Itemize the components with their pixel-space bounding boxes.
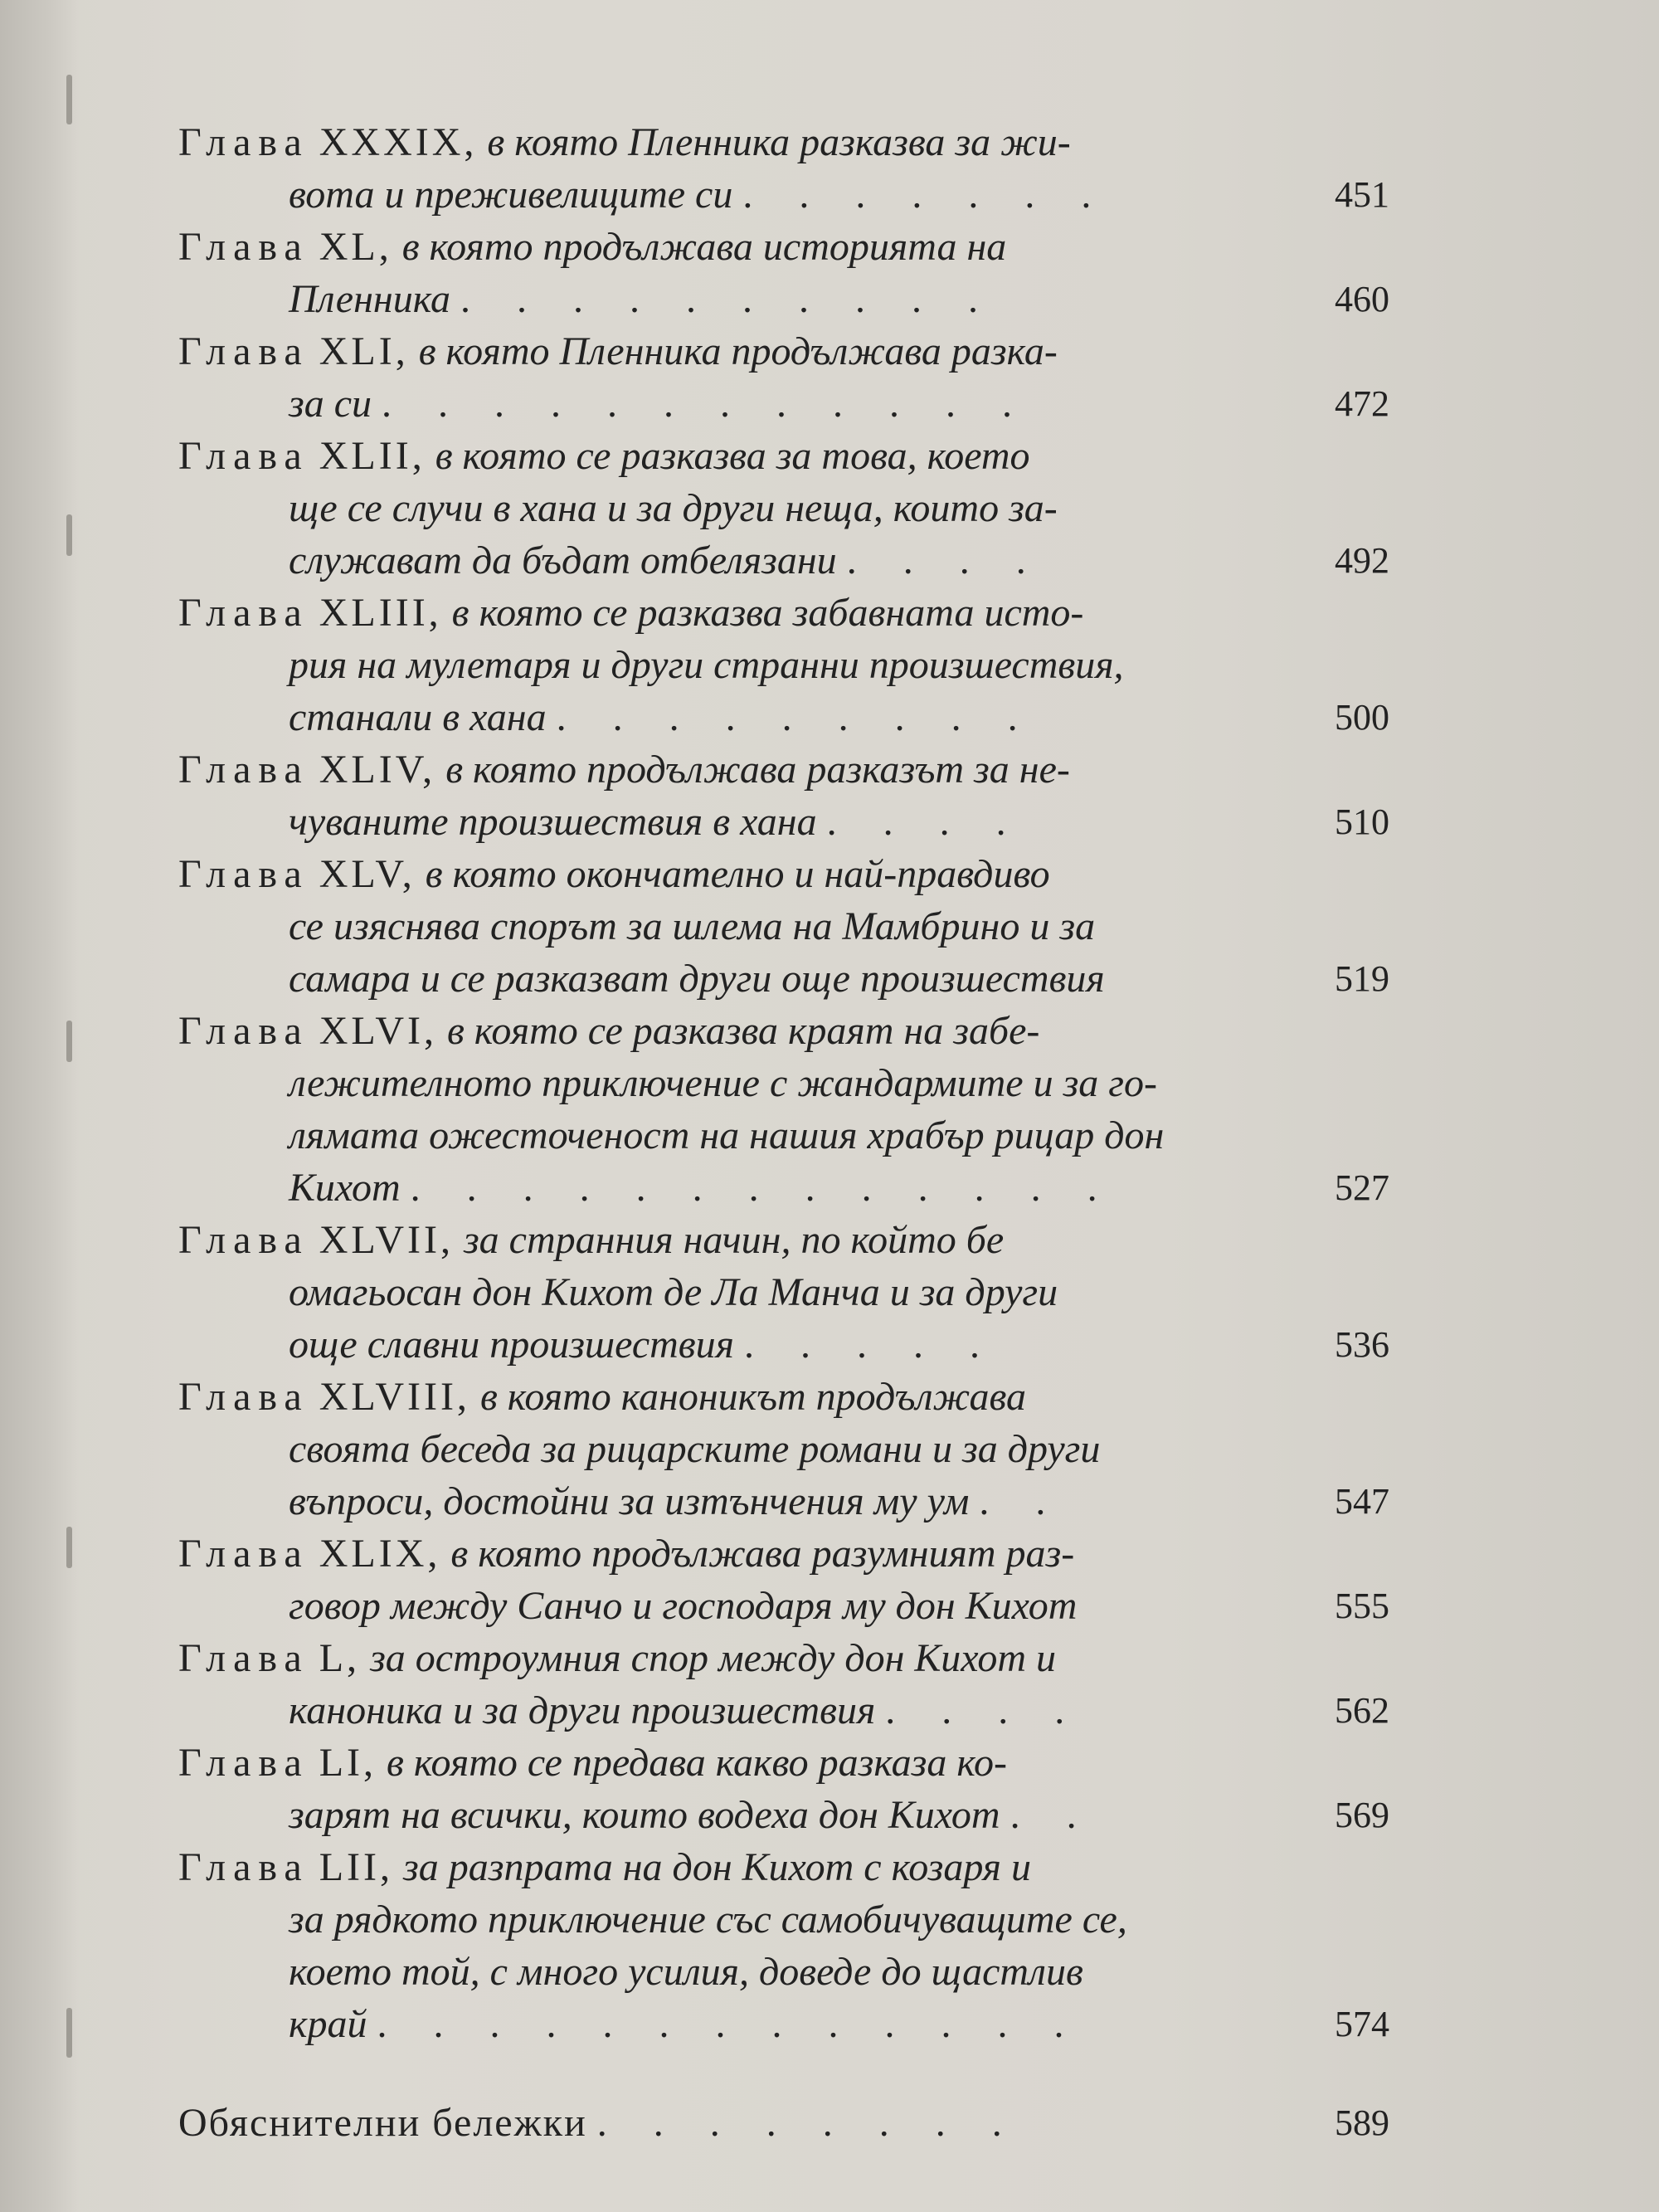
chapter-title-text: в която каноникът продължава [479, 1375, 1027, 1419]
toc-entry-line [178, 1527, 1273, 1580]
chapter-title-text: служават да бъдат отбелязани [289, 538, 837, 582]
binding-stitch [66, 75, 72, 124]
chapter-title-text: ще се случи в хана и за други неща, които за- [289, 486, 1058, 530]
toc-entry-line [178, 1998, 1273, 2050]
page-number: 527 [1335, 1167, 1389, 1208]
toc-entry-line [178, 691, 1273, 743]
chapter-title-text: Кихот [289, 1166, 401, 1210]
toc-entry-line [178, 1266, 1273, 1318]
toc-entry [178, 848, 1389, 1005]
page-number: 547 [1335, 1481, 1389, 1522]
leader-dots: . . . . . . . . . . . . [382, 382, 1031, 426]
toc-entry [178, 430, 1389, 587]
chapter-title-text: още славни произшествия [289, 1323, 734, 1367]
toc-entry-line [178, 1893, 1273, 1946]
toc-entry-line [178, 1318, 1273, 1371]
chapter-prefix: Глава [178, 225, 309, 269]
toc-entry [178, 1737, 1389, 1841]
toc-entry-line [178, 116, 1273, 168]
toc-entry-line [178, 2097, 1273, 2149]
chapter-numeral: LII, [319, 1845, 394, 1889]
chapter-title-text: се изяснява спорът за шлема на Мамбрино и за [289, 904, 1096, 948]
toc-entry-line [178, 534, 1273, 587]
notes-label: Обяснителни бележки [178, 2101, 587, 2145]
chapter-title-text: в която продължава разумният раз- [450, 1532, 1075, 1576]
chapter-numeral: XLIX, [319, 1532, 441, 1576]
chapter-prefix: Глава [178, 1845, 309, 1889]
chapter-title-text: Пленника [289, 277, 450, 321]
toc-entry-line [178, 1789, 1273, 1841]
toc-entry-line [178, 1005, 1273, 1057]
chapter-title-text: в която Пленника разказва за жи- [487, 120, 1071, 164]
chapter-numeral: XLII, [319, 434, 426, 478]
toc-entry-line [178, 1946, 1273, 1998]
chapter-title-text: чуваните произшествия в хана [289, 800, 817, 844]
page-number: 460 [1335, 279, 1389, 319]
page-number: 451 [1335, 174, 1389, 215]
leader-dots: . . [1010, 1793, 1095, 1837]
chapter-title-text: омагьосан дон Кихот де Ла Манча и за други [289, 1270, 1058, 1314]
chapter-numeral: XLVIII, [319, 1375, 470, 1419]
chapter-numeral: XLVII, [319, 1218, 454, 1262]
toc-entry-line [178, 1371, 1273, 1423]
page-number: 472 [1335, 383, 1389, 424]
page-number: 492 [1335, 540, 1389, 581]
chapter-title-text: лежителното приключение с жандармите и за го- [289, 1061, 1157, 1105]
toc-entry-line [178, 953, 1273, 1005]
chapter-title-text: за разпрата на дон Кихот с козаря и [403, 1845, 1031, 1889]
toc-entry [178, 221, 1389, 325]
toc-entry [178, 1841, 1389, 2050]
chapter-title-text: станали в хана [289, 695, 547, 739]
page-number: 510 [1335, 801, 1389, 842]
toc-entry [178, 587, 1389, 743]
toc-entry-line [178, 1057, 1273, 1109]
leader-dots: . . . . [846, 538, 1044, 582]
leader-dots: . . . . . . . . . [556, 695, 1036, 739]
chapter-numeral: LI, [319, 1741, 377, 1785]
chapter-title-text: рия на мулетаря и други странни произшествия, [289, 643, 1124, 687]
leader-dots: . . . . [885, 1688, 1083, 1732]
toc-entry-notes [178, 2097, 1389, 2149]
chapter-title-text: лямата ожесточеност на нашия храбър рицар дон [289, 1113, 1165, 1157]
toc-entry-line [178, 1737, 1273, 1789]
page-number: 519 [1335, 958, 1389, 999]
toc-entry-line [178, 1475, 1273, 1527]
chapter-title-text: за остроумния спор между дон Кихот и [370, 1636, 1057, 1680]
chapter-title-text: за си [289, 382, 372, 426]
toc-entry-line [178, 1684, 1273, 1737]
toc-entry-line [178, 743, 1273, 796]
leader-dots: . . . . . . . [742, 173, 1110, 217]
toc-entry-line [178, 1423, 1273, 1475]
leader-dots: . . [979, 1479, 1064, 1523]
toc-entry-line [178, 1632, 1273, 1684]
chapter-prefix: Глава [178, 1375, 309, 1419]
toc-entry-line [178, 482, 1273, 534]
leader-dots: . . . . . . . . . . . . . [410, 1166, 1116, 1210]
chapter-title-text: самара и се разказват други още произшествия [289, 957, 1105, 1001]
leader-dots: . . . . [826, 800, 1024, 844]
chapter-prefix: Глава [178, 1009, 309, 1053]
chapter-numeral: XL, [319, 225, 392, 269]
chapter-numeral: L, [319, 1636, 361, 1680]
toc-entry [178, 1214, 1389, 1371]
chapter-prefix: Глава [178, 329, 309, 373]
chapter-numeral: XXXIX, [319, 120, 478, 164]
leader-dots: . . . . . . . . . . . . . [377, 2002, 1082, 2046]
chapter-prefix: Глава [178, 1218, 309, 1262]
chapter-title-text: в която се предава какво разказа ко- [387, 1741, 1007, 1785]
chapter-prefix: Глава [178, 1532, 309, 1576]
toc-entry-line [178, 430, 1273, 482]
chapter-prefix: Глава [178, 591, 309, 635]
chapter-title-text: в която Пленника продължава разка- [418, 329, 1058, 373]
binding-stitch [66, 1021, 72, 1062]
page-number: 569 [1335, 1795, 1389, 1835]
chapter-title-text: в която се разказва забавната исто- [451, 591, 1084, 635]
toc-entry-line [178, 1214, 1273, 1266]
spacer [178, 2050, 1389, 2097]
toc-entry [178, 1632, 1389, 1737]
chapter-prefix: Глава [178, 120, 309, 164]
leader-dots: . . . . . . . . . . [460, 277, 996, 321]
binding-gutter [0, 0, 79, 2212]
toc-entry-line [178, 848, 1273, 900]
chapter-numeral: XLVI, [319, 1009, 437, 1053]
toc-entry [178, 1005, 1389, 1214]
toc-entry-line [178, 1109, 1273, 1162]
toc-entry [178, 743, 1389, 848]
page-number: 555 [1335, 1586, 1389, 1626]
toc-entry-line [178, 325, 1273, 378]
leader-dots: . . . . . . . . [596, 2101, 1020, 2145]
chapter-numeral: XLIII, [319, 591, 442, 635]
chapter-title-text: за рядкото приключение със самобичуващите се, [289, 1898, 1127, 1942]
toc-entry-line [178, 221, 1273, 273]
chapter-title-text: вота и преживелиците си [289, 173, 733, 217]
chapter-title-text: каноника и за други произшествия [289, 1688, 876, 1732]
toc-entry [178, 116, 1389, 221]
chapter-prefix: Глава [178, 748, 309, 792]
toc-entry-line [178, 900, 1273, 953]
page-number: 536 [1335, 1324, 1389, 1365]
chapter-title-text: край [289, 2002, 367, 2046]
chapter-prefix: Глава [178, 852, 309, 896]
toc-entry-line [178, 1580, 1273, 1632]
binding-stitch [66, 514, 72, 556]
toc-entry-line [178, 639, 1273, 691]
chapter-numeral: XLI, [319, 329, 409, 373]
chapter-title-text: в която окончателно и най-правдиво [425, 852, 1050, 896]
chapter-title-text: въпроси, достойни за изтънчения му ум [289, 1479, 970, 1523]
toc-entry-line [178, 378, 1273, 430]
toc-entry-line [178, 1162, 1273, 1214]
chapter-prefix: Глава [178, 1636, 309, 1680]
toc-entry [178, 1527, 1389, 1632]
chapter-title-text: за странния начин, по който бе [463, 1218, 1005, 1262]
toc-entry-line [178, 168, 1273, 221]
toc-entry-line [178, 1841, 1273, 1893]
page-number: 589 [1335, 2102, 1389, 2143]
chapter-numeral: XLIV, [319, 748, 436, 792]
page-number: 500 [1335, 697, 1389, 738]
chapter-numeral: XLV, [319, 852, 416, 896]
chapter-title-text: говор между Санчо и господаря му дон Кихот [289, 1584, 1078, 1628]
toc-entry [178, 1371, 1389, 1527]
toc-entry-line [178, 273, 1273, 325]
chapter-prefix: Глава [178, 434, 309, 478]
chapter-title-text: в която се разказва за това, което [435, 434, 1030, 478]
chapter-title-text: своята беседа за рицарските романи и за други [289, 1427, 1101, 1471]
toc-entry-line [178, 587, 1273, 639]
binding-stitch [66, 2008, 72, 2058]
toc-entry [178, 325, 1389, 430]
chapter-prefix: Глава [178, 1741, 309, 1785]
leader-dots: . . . . . [743, 1323, 998, 1367]
table-of-contents [178, 116, 1389, 2149]
toc-entry-line [178, 796, 1273, 848]
chapter-title-text: зарят на всички, които водеха дон Кихот [289, 1793, 1000, 1837]
page-number: 562 [1335, 1690, 1389, 1731]
page-number: 574 [1335, 2004, 1389, 2044]
chapter-title-text: в която се разказва краят на забе- [446, 1009, 1040, 1053]
chapter-title-text: в която продължава разказът за не- [445, 748, 1070, 792]
chapter-title-text: в която продължава историята на [401, 225, 1007, 269]
binding-stitch [66, 1527, 72, 1568]
chapter-title-text: което той, с много усилия, доведе до щастлив [289, 1950, 1083, 1994]
